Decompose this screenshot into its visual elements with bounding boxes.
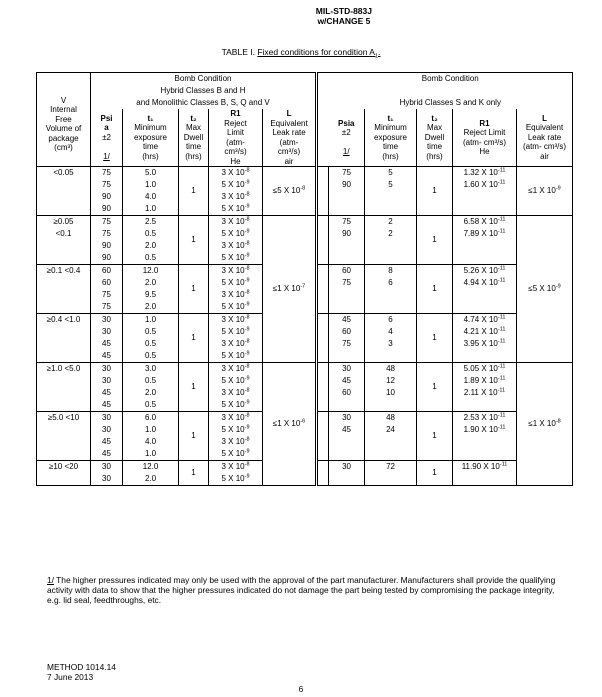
column-separator	[317, 216, 329, 265]
t2-cell: 1	[179, 216, 209, 265]
t1-cell: 6	[365, 314, 417, 327]
t1-cell: 0.5	[123, 399, 179, 412]
t2-cell: 1	[179, 314, 209, 363]
r1-cell: 3 X $10^{-8}$	[209, 240, 263, 252]
t1-cell	[365, 350, 417, 363]
psi-cell: 45	[91, 436, 123, 448]
column-separator	[317, 314, 329, 363]
t1-cell: 4.0	[123, 191, 179, 203]
t1-cell: 4	[365, 326, 417, 338]
r1-cell: 5 X $10^{-9}$	[209, 424, 263, 436]
r1-cell	[453, 436, 517, 448]
volume-header: V Internal Free Volume of package (cm³)	[37, 73, 91, 167]
volume-cell: ≥10 <20	[37, 461, 91, 486]
left-leak-rate: ≤1 X $10^{-6}$	[263, 363, 317, 486]
r1-cell: 5 X $10^{-9}$	[209, 301, 263, 314]
t2-cell: 1	[417, 461, 453, 486]
t1-cell	[365, 289, 417, 301]
psia-cell: 75	[329, 216, 365, 229]
t1-cell: 72	[365, 461, 417, 474]
column-header: R1 Reject Limit (atm- cm³/s) He	[209, 109, 263, 167]
psia-cell	[329, 301, 365, 314]
t1-cell: 1.0	[123, 424, 179, 436]
volume-cell: <0.05	[37, 167, 91, 216]
psia-cell: 30	[329, 461, 365, 474]
psia-cell	[329, 448, 365, 461]
r1-cell: 3 X $10^{-8}$	[209, 412, 263, 425]
volume-cell: ≥0.1 <0.4	[37, 265, 91, 314]
right-hybrid-classes: Hybrid Classes S and K only	[329, 97, 573, 109]
column-header: t₂ Max Dwell time (hrs)	[179, 109, 209, 167]
t1-cell	[365, 203, 417, 216]
psi-cell: 30	[91, 412, 123, 425]
column-separator	[317, 73, 329, 167]
header-standard: MIL-STD-883J	[315, 6, 372, 16]
psia-cell: 45	[329, 314, 365, 327]
r1-cell: 5 X $10^{-9}$	[209, 375, 263, 387]
psi-cell: 30	[91, 473, 123, 486]
r1-cell: 5 X $10^{-9}$	[209, 399, 263, 412]
right-leak-rate: ≤5 X $10^{-9}$	[517, 216, 573, 363]
column-separator	[317, 363, 329, 412]
method-date: 7 June 2013	[47, 671, 94, 682]
table-row	[37, 167, 573, 180]
t1-cell: 48	[365, 412, 417, 425]
psia-cell: 75	[329, 167, 365, 180]
r1-cell: 4.74 X $10^{-11}$	[453, 314, 517, 327]
t2-cell: 1	[417, 412, 453, 461]
t2-cell: 1	[179, 167, 209, 216]
psi-cell: 75	[91, 289, 123, 301]
t2-cell: 1	[179, 363, 209, 412]
t1-cell: 3	[365, 338, 417, 350]
r1-cell	[453, 191, 517, 203]
column-header: t₂ Max Dwell time (hrs)	[417, 109, 453, 167]
r1-cell	[453, 399, 517, 412]
t2-cell: 1	[417, 363, 453, 412]
volume-cell: ≥1.0 <5.0	[37, 363, 91, 412]
r1-cell: 3 X $10^{-8}$	[209, 216, 263, 229]
psi-cell: 30	[91, 326, 123, 338]
r1-cell: 3 X $10^{-8}$	[209, 191, 263, 203]
r1-cell: 3 X $10^{-8}$	[209, 289, 263, 301]
column-separator	[317, 412, 329, 461]
psia-cell: 45	[329, 424, 365, 436]
t2-cell: 1	[417, 167, 453, 216]
r1-cell: 5 X $10^{-9}$	[209, 473, 263, 486]
t1-cell: 2.0	[123, 277, 179, 289]
t2-cell: 1	[179, 265, 209, 314]
r1-cell: 3 X $10^{-8}$	[209, 265, 263, 278]
t1-cell: 2.5	[123, 216, 179, 229]
r1-cell: 1.32 X $10^{-11}$	[453, 167, 517, 180]
left-hybrid-classes: Hybrid Classes B and H	[160, 86, 246, 95]
t1-cell: 5	[365, 179, 417, 191]
r1-cell: 5 X $10^{-9}$	[209, 179, 263, 191]
t1-cell: 1.0	[123, 448, 179, 461]
psi-cell: 30	[91, 314, 123, 327]
r1-cell: 5 X $10^{-9}$	[209, 350, 263, 363]
volume-cell: ≥5.0 <10	[37, 412, 91, 461]
t1-cell: 2.0	[123, 240, 179, 252]
method-id: METHOD 1014.14	[47, 662, 116, 672]
t1-cell: 1.0	[123, 179, 179, 191]
r1-cell: 5 X $10^{-9}$	[209, 228, 263, 240]
r1-cell: 5 X $10^{-9}$	[209, 203, 263, 216]
t1-cell: 12.0	[123, 265, 179, 278]
t1-cell: 2	[365, 216, 417, 229]
r1-cell: 2.53 X $10^{-11}$	[453, 412, 517, 425]
psi-cell: 45	[91, 448, 123, 461]
t1-cell	[365, 252, 417, 265]
psia-cell: 60	[329, 265, 365, 278]
table-row	[37, 216, 573, 229]
psia-cell: 90	[329, 228, 365, 240]
r1-cell: 6.58 X $10^{-11}$	[453, 216, 517, 229]
psia-cell	[329, 191, 365, 203]
r1-cell	[453, 350, 517, 363]
t1-cell	[365, 240, 417, 252]
t1-cell: 6	[365, 277, 417, 289]
psia-cell	[329, 399, 365, 412]
t1-cell: 6.0	[123, 412, 179, 425]
r1-cell: 3 X $10^{-8}$	[209, 436, 263, 448]
column-header: t₁ Minimum exposure time (hrs)	[365, 109, 417, 167]
psi-cell: 90	[91, 203, 123, 216]
r1-cell: 5 X $10^{-9}$	[209, 277, 263, 289]
page-number: 6	[298, 684, 304, 694]
r1-cell: 1.89 X $10^{-11}$	[453, 375, 517, 387]
t1-cell: 2	[365, 228, 417, 240]
t1-cell: 3.0	[123, 363, 179, 376]
psia-cell: 90	[329, 179, 365, 191]
psia-cell	[329, 350, 365, 363]
t1-cell	[365, 473, 417, 486]
volume-cell: ≥0.4 <1.0	[37, 314, 91, 363]
r1-cell: 7.89 X $10^{-11}$	[453, 228, 517, 240]
r1-cell	[453, 240, 517, 252]
r1-cell: 3.95 X $10^{-11}$	[453, 338, 517, 350]
t2-cell: 1	[179, 461, 209, 486]
r1-cell: 5 X $10^{-9}$	[209, 326, 263, 338]
psia-cell: 75	[329, 338, 365, 350]
t1-cell: 0.5	[123, 228, 179, 240]
psi-cell: 30	[91, 461, 123, 474]
psi-cell: 90	[91, 191, 123, 203]
r1-cell: 4.94 X $10^{-11}$	[453, 277, 517, 289]
t1-cell: 2.0	[123, 473, 179, 486]
table-title: TABLE I. Fixed conditions for condition $A_1$.	[221, 47, 381, 60]
t1-cell: 1.0	[123, 203, 179, 216]
psi-cell: 45	[91, 387, 123, 399]
volume-cell: ≥0.05 <0.1	[37, 216, 91, 265]
r1-cell: 3 X $10^{-8}$	[209, 461, 263, 474]
psi-cell: 45	[91, 399, 123, 412]
r1-cell: 1.60 X $10^{-11}$	[453, 179, 517, 191]
t1-cell: 12	[365, 375, 417, 387]
footnote-mark: 1/	[47, 575, 54, 585]
psi-cell: 60	[91, 265, 123, 278]
t2-cell: 1	[417, 314, 453, 363]
footnote	[47, 575, 567, 605]
left-leak-rate: ≤1 X $10^{-7}$	[263, 216, 317, 363]
t1-cell	[365, 448, 417, 461]
t2-cell: 1	[417, 265, 453, 314]
t1-cell: 10	[365, 387, 417, 399]
t1-cell	[365, 399, 417, 412]
psi-cell: 45	[91, 350, 123, 363]
t1-cell: 5	[365, 167, 417, 180]
table-cell	[329, 85, 573, 97]
r1-cell: 5 X $10^{-9}$	[209, 448, 263, 461]
column-separator	[317, 265, 329, 314]
right-leak-rate: ≤1 X $10^{-8}$	[517, 363, 573, 486]
t1-cell: 0.5	[123, 252, 179, 265]
t1-cell: 2.0	[123, 387, 179, 399]
t1-cell: 8	[365, 265, 417, 278]
column-header: Psia ±2 1/	[329, 109, 365, 167]
psi-cell: 75	[91, 167, 123, 180]
column-header: L Equivalent Leak rate (atm- cm³/s) air	[263, 109, 317, 167]
psia-cell: 45	[329, 375, 365, 387]
column-header: Psi a ±2 1/	[91, 109, 123, 167]
right-bomb-condition: Bomb Condition	[329, 73, 573, 86]
column-separator	[317, 167, 329, 216]
r1-cell	[453, 289, 517, 301]
r1-cell	[453, 203, 517, 216]
table-row	[37, 363, 573, 376]
t1-cell: 24	[365, 424, 417, 436]
psia-cell: 60	[329, 387, 365, 399]
psia-cell: 30	[329, 363, 365, 376]
psi-cell: 75	[91, 216, 123, 229]
column-header: R1 Reject Limit (atm- cm³/s) He	[453, 109, 517, 167]
method-footer	[47, 663, 116, 682]
right-leak-rate: ≤1 X $10^{-9}$	[517, 167, 573, 216]
psia-cell	[329, 289, 365, 301]
r1-cell	[453, 301, 517, 314]
table-title-text: Fixed conditions for condition $A_1$.	[257, 47, 381, 60]
left-leak-rate: ≤5 X $10^{-8}$	[263, 167, 317, 216]
r1-cell: 4.21 X $10^{-11}$	[453, 326, 517, 338]
psia-cell: 30	[329, 412, 365, 425]
t1-cell: 48	[365, 363, 417, 376]
psia-cell	[329, 473, 365, 486]
psia-cell	[329, 252, 365, 265]
psia-cell: 60	[329, 326, 365, 338]
column-header: t₁ Minimum exposure time (hrs)	[123, 109, 179, 167]
psi-cell: 30	[91, 375, 123, 387]
r1-cell: 5.05 X $10^{-11}$	[453, 363, 517, 376]
psi-cell: 75	[91, 179, 123, 191]
psi-cell: 90	[91, 240, 123, 252]
t1-cell: 1.0	[123, 314, 179, 327]
psia-cell	[329, 436, 365, 448]
psi-cell: 30	[91, 424, 123, 436]
header-change: w/CHANGE 5	[317, 16, 371, 26]
r1-cell: 3 X $10^{-8}$	[209, 167, 263, 180]
t1-cell: 2.0	[123, 301, 179, 314]
r1-cell: 3 X $10^{-8}$	[209, 363, 263, 376]
t1-cell	[365, 436, 417, 448]
footnote-text: The higher pressures indicated may only be used with the approval of the part manufacturer. Manufacturers shall provide the qualifying activity with data to show that the higher pressures indicated do not damage the part being tested by compromising the package integrity, e.g. lid seal, feedthroughs, etc.	[47, 575, 556, 605]
psi-cell: 75	[91, 228, 123, 240]
document-header	[316, 6, 372, 26]
r1-cell: 1.90 X $10^{-11}$	[453, 424, 517, 436]
psi-cell: 45	[91, 338, 123, 350]
column-header: L Equivalent Leak rate (atm- cm³/s) air	[517, 109, 573, 167]
r1-cell	[453, 448, 517, 461]
t1-cell: 5.0	[123, 167, 179, 180]
t1-cell: 9.5	[123, 289, 179, 301]
t2-cell: 1	[179, 412, 209, 461]
r1-cell: 11.90 X $10^{-11}$	[453, 461, 517, 474]
psia-cell: 75	[329, 277, 365, 289]
t1-cell: 0.5	[123, 338, 179, 350]
left-bomb-condition: Bomb Condition	[91, 73, 317, 86]
psi-cell: 90	[91, 252, 123, 265]
r1-cell: 3 X $10^{-8}$	[209, 338, 263, 350]
t1-cell	[365, 301, 417, 314]
t1-cell: 0.5	[123, 350, 179, 363]
t1-cell: 12.0	[123, 461, 179, 474]
t1-cell	[365, 191, 417, 203]
r1-cell: 5 X $10^{-9}$	[209, 252, 263, 265]
t1-cell: 4.0	[123, 436, 179, 448]
r1-cell: 5.26 X $10^{-11}$	[453, 265, 517, 278]
psi-cell: 75	[91, 301, 123, 314]
t1-cell: 0.5	[123, 326, 179, 338]
t2-cell: 1	[417, 216, 453, 265]
psi-cell: 60	[91, 277, 123, 289]
psi-cell: 30	[91, 363, 123, 376]
left-monolithic-classes: and Monolithic Classes B, S, Q and V	[136, 98, 270, 107]
psia-cell	[329, 203, 365, 216]
fixed-conditions-table	[36, 72, 573, 486]
t1-cell: 0.5	[123, 375, 179, 387]
column-separator	[317, 461, 329, 486]
r1-cell	[453, 252, 517, 265]
psia-cell	[329, 240, 365, 252]
r1-cell	[453, 473, 517, 486]
r1-cell: 3 X $10^{-8}$	[209, 387, 263, 399]
r1-cell: 3 X $10^{-8}$	[209, 314, 263, 327]
r1-cell: 2.11 X $10^{-11}$	[453, 387, 517, 399]
